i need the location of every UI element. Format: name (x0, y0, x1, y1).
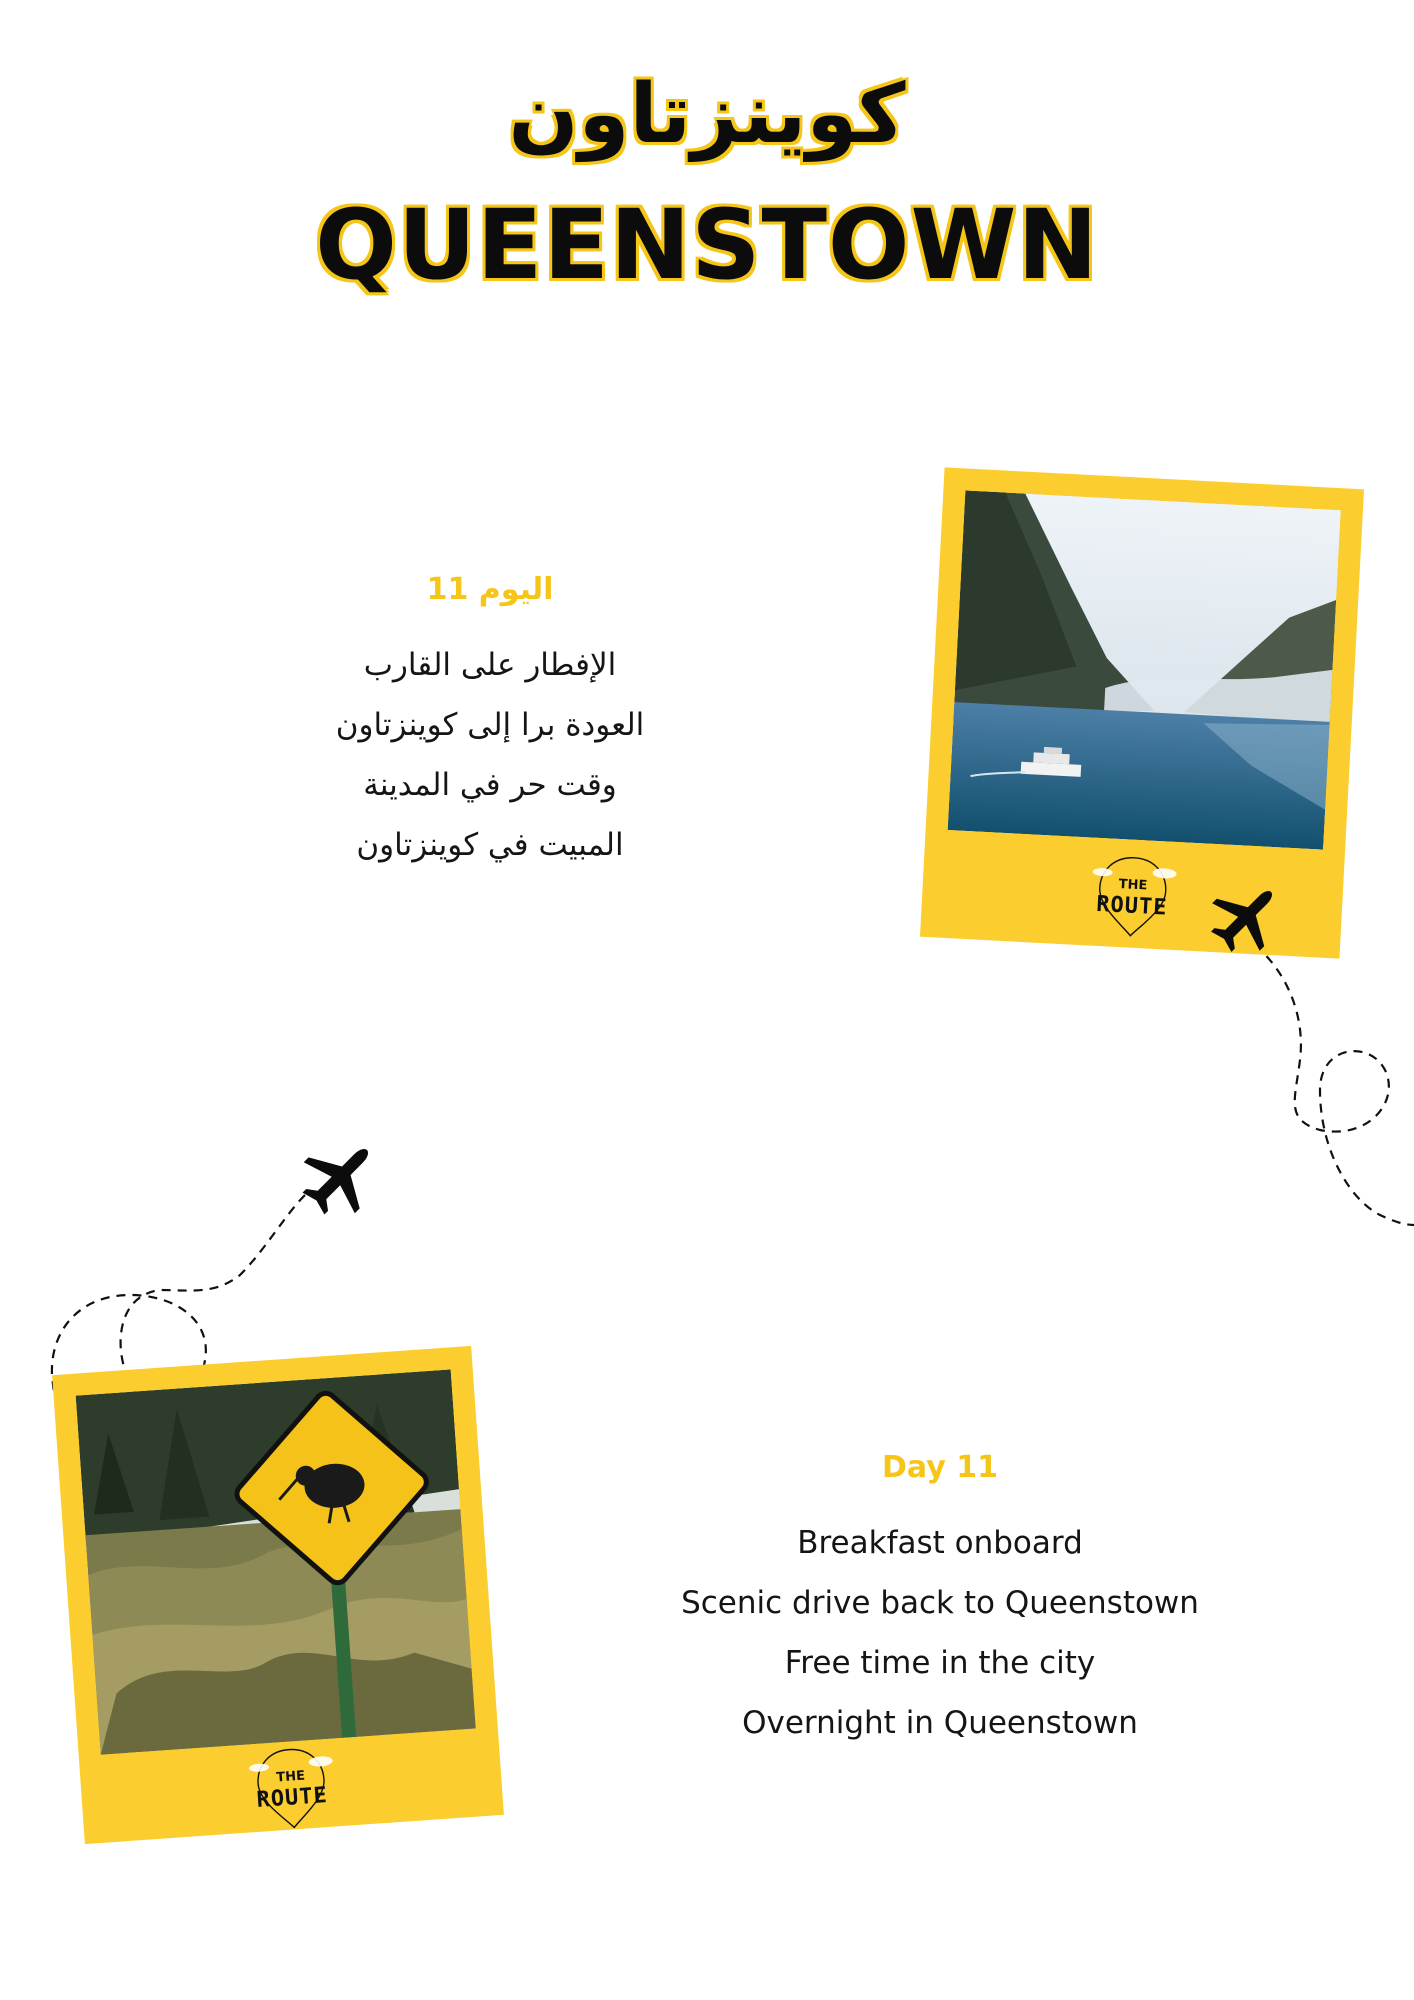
polaroid-kiwi (52, 1346, 504, 1844)
itinerary-item: المبيت في كوينزتاون (356, 827, 624, 863)
fjord-photo (948, 490, 1341, 849)
title-english: QUEENSTOWN (315, 189, 1099, 301)
route-logo (1075, 847, 1190, 943)
itinerary-item: الإفطار على القارب (363, 647, 617, 683)
itinerary-item: Breakfast onboard (797, 1525, 1083, 1561)
airplane-icon (1205, 878, 1285, 958)
title-arabic: كوينزتاون (508, 67, 906, 162)
airplane-icon (296, 1135, 382, 1221)
logo-route: ROUTE (255, 1783, 329, 1813)
itinerary-item: Free time in the city (784, 1645, 1096, 1681)
day-block-english (660, 1450, 1220, 1753)
itinerary-item: Overnight in Queenstown (742, 1705, 1138, 1741)
logo-the: THE (275, 1768, 306, 1786)
day-block-arabic (280, 572, 700, 875)
itinerary-item: العودة برا إلى كوينزتاون (335, 707, 645, 743)
polaroid-fjord (920, 467, 1364, 958)
itinerary-item: وقت حر في المدينة (363, 767, 617, 803)
logo-route: ROUTE (1095, 891, 1169, 921)
route-logo (233, 1738, 349, 1835)
kiwi-sign-photo (76, 1369, 476, 1754)
day-label-english: Day 11 (882, 1450, 998, 1485)
logo-the: THE (1118, 877, 1148, 894)
itinerary-item: Scenic drive back to Queenstown (681, 1585, 1199, 1621)
day-label-arabic: اليوم 11 (426, 572, 554, 607)
